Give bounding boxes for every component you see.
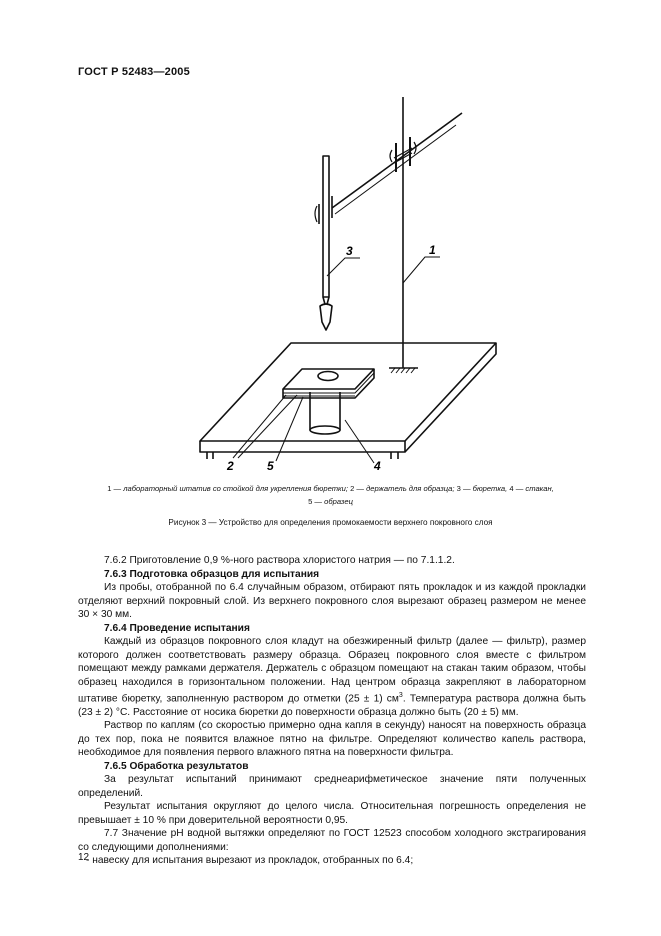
legend-text-1: — лабораторный штатив со стойкой для укрепления бюретки; [111,484,351,493]
procedure-text-a: Каждый из образцов покровного слоя кладут на обезжиренный фильтр (далее — фильтр), размер которого должен соответствовать размеру образца. Образец покровного слоя вместе с фильтром помещают между рамками держателя. Держатель с образцом помещают на стакан таким образом, чтобы образец находился в горизонтальном положении. Над центром образца закрепляют в лабораторном штативе бюретку, заполненную раствором до отметки (25 ± 1) см [78,636,586,705]
legend-num-5: 5 [308,497,313,506]
paragraph-result-mean: За результат испытаний принимают среднеарифметическое значение пяти полученных определений. [78,774,586,799]
paragraph-drops: Раствор по каплям (со скоростью примерно одна капля в секунду) наносят на поверхность образца до тех пор, пока не появится влажное пятно на фильтре. Определяют количество капель раствора, необходимое для появления первого влажного пятна на поверхности фильтра. [78,720,586,759]
paragraph-sample-prep: Из пробы, отобранной по 6.4 случайным образом, отбирают пять прокладок и из каждой прокладки отделяют верхний покровный слой. Из верхнего покровного слоя вырезают образец размером не менее 30 × 30 мм. [78,582,586,620]
heading-7-6-5: 7.6.5 Обработка результатов [104,760,249,772]
legend-text-2: — держатель для образца; [354,484,457,493]
procedure-superscript: 3 [398,692,403,699]
stand-base [200,343,496,441]
legend-num-2: 2 [350,484,355,493]
legend-text-5: — образец [312,497,353,506]
legend-text-3: — бюретка, [460,484,510,493]
label-4: 4 [374,459,381,473]
document-header: ГОСТ Р 52483—2005 [78,66,190,78]
page-number: 12 [78,852,90,863]
figure-caption: Рисунок 3 — Устройство для определения промокаемости верхнего покровного слоя [168,518,493,527]
procedure-text-b: . Температура раствора должна быть (23 ± 2) °С. Расстояние от носика бюретки до поверхности образца должно быть (20 ± 5) мм. [78,693,586,718]
list-item-sample: - навеску для испытания вырезают из прокладок, отобранных по 6.4; [86,855,414,867]
label-2: 2 [227,459,234,473]
paragraph-test-procedure [78,635,586,719]
label-5: 5 [267,459,274,473]
paragraph-result-rounding: Результат испытания округляют до целого числа. Относительная погрешность определения не превышает ± 10 % при доверительной вероятности 0,95. [78,801,586,826]
legend-num-1: 1 [107,484,112,493]
label-3: 3 [346,244,353,258]
legend-num-3: 3 [456,484,461,493]
heading-7-6-3: 7.6.3 Подготовка образцов для испытания [104,568,320,580]
paragraph-7-6-2: 7.6.2 Приготовление 0,9 %-ного раствора хлористого натрия — по 7.1.1.2. [104,555,455,566]
holder-hole [318,372,338,381]
heading-7-6-4: 7.6.4 Проведение испытания [104,622,250,634]
label-1: 1 [429,243,436,257]
figure-legend [70,482,591,508]
burette [323,156,329,297]
document-body [78,554,586,868]
legend-num-4: 4 [509,484,514,493]
legend-text-4: — стакан, [513,484,554,493]
paragraph-7-7: 7.7 Значение рН водной вытяжки определяют по ГОСТ 12523 способом холодного экстрагирования со следующими дополнениями: [78,828,586,853]
